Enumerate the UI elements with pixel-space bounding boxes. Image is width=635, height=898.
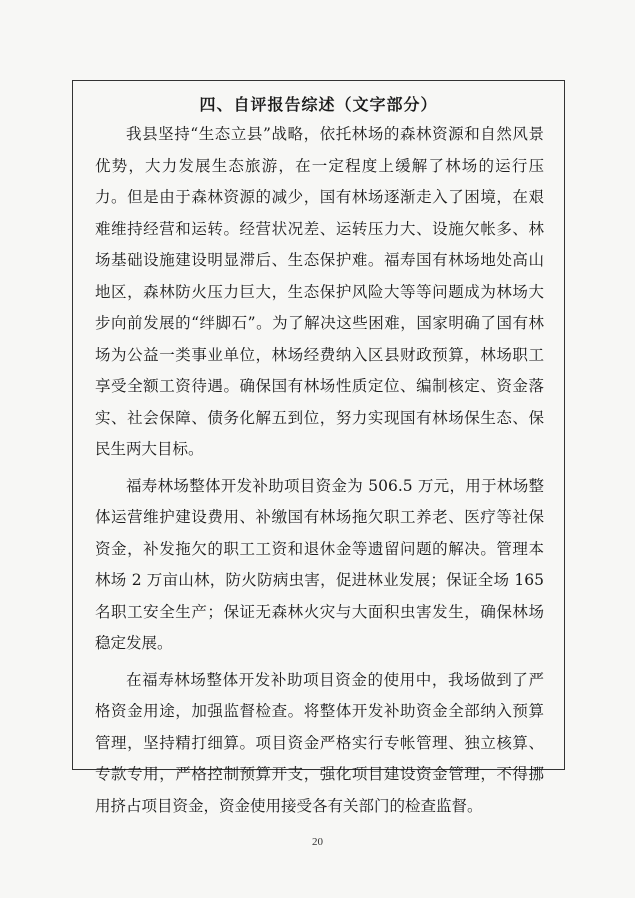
section-title: 四、自评报告综述（文字部分） <box>199 95 438 114</box>
report-frame <box>72 80 565 815</box>
page-number: 20 <box>312 836 323 848</box>
paragraph-1: 我县坚持“生态立县”战略，依托林场的森林资源和自然风景优势，大力发展生态旅游，在一定程度上缓解了林场的运行压力。但是由于森林资源的减少，国有林场逐渐走入了困境，在艰难维持经营和运转。经营状况差、运转压力大、设施欠帐多、林场基础设施建设明显滞后、生态保护难。福寿国有林场地处高山地区，森林防火压力巨大，生态保护风险大等等问题成为林场大步向前发展的“绊脚石”。为了解决这些困难，国家明确了国有林场为公益一类事业单位，林场经费纳入区县财政预算，林场职工享受全额工资待遇。确保国有林场性质定位、编制核定、资金落实、社会保障、债务化解五到位，努力实现国有林场保生态、保民生两大目标。 <box>95 125 544 458</box>
report-body <box>95 119 544 827</box>
paragraph-2: 福寿林场整体开发补助项目资金为 506.5 万元，用于林场整体运营维护建设费用、补缴国有林场拖欠职工养老、医疗等社保资金，补发拖欠的职工工资和退休金等遗留问题的解决。管理本林场 2 万亩山林，防火防病虫害，促进林业发展；保证全场 165 名职工安全生产；保证无森林火灾与大面积虫害发生，确保林场稳定发展。 <box>95 476 544 652</box>
paragraph-3: 在福寿林场整体开发补助项目资金的使用中，我场做到了严格资金用途，加强监督检查。将整体开发补助资金全部纳入预算管理，坚持精打细算。项目资金严格实行专帐管理、独立核算、专款专用，严格控制预算开支，强化项目建设资金管理，不得挪用挤占项目资金，资金使用接受各有关部门的检查监督。 <box>95 670 544 815</box>
